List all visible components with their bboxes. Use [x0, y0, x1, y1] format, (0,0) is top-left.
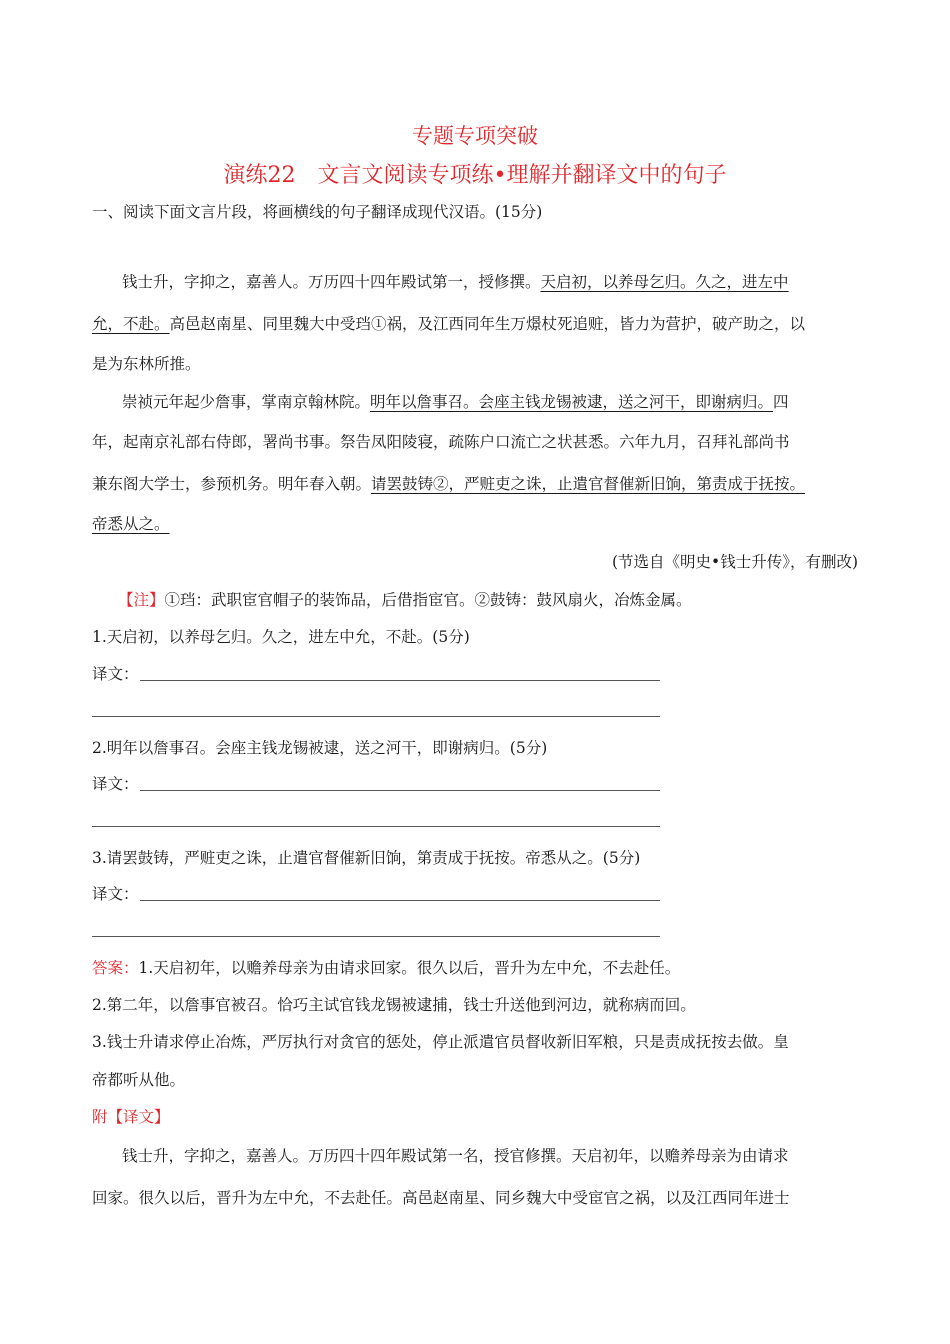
passage-p2-line4 [92, 512, 170, 534]
passage-text: 崇祯元年起少詹事，掌南京翰林院。 [122, 393, 371, 411]
passage-source: (节选自《明史•钱士升传》，有删改) [612, 553, 858, 571]
appendix-label: 【译文】 [107, 1108, 170, 1126]
appendix-line2: 回家。很久以后，晋升为左中允，不去赴任。高邑赵南星、同乡魏大中受宦官之祸，以及江西同年进士 [92, 1189, 790, 1207]
answer-3-line1: 3.钱士升请求停止冶炼，严厉执行对贪官的惩处，停止派遣官员督收新旧军粮，只是责成抚按去做。皇 [92, 1033, 789, 1051]
underlined-sentence-3: 请罢鼓铸②，严赃吏之诛，止遣官督催新旧饷，第责成于抚按。 [371, 475, 806, 493]
passage-p1-line1 [122, 270, 789, 292]
passage-p2-line2: 年，起南京礼部右侍郎，署尚书事。祭告凤阳陵寝，疏陈户口流亡之状甚悉。六年九月，召拜礼部尚书 [92, 433, 790, 451]
answer-line[interactable] [92, 716, 660, 717]
appendix-line1: 钱士升，字抑之，嘉善人。万历四十四年殿试第一名，授官修撰。天启初年，以赡养母亲为由请求 [122, 1147, 789, 1165]
section-instruction: 一、阅读下面文言片段，将画横线的句子翻译成现代汉语。(15分) [92, 203, 543, 221]
appendix-heading [92, 1105, 170, 1127]
passage-text: 高邑赵南星、同里魏大中受珰①祸，及江西同年生万燝杖死追赃，皆力为营护，破产助之，以 [169, 315, 806, 333]
passage-p2-line3 [92, 472, 805, 494]
question-2: 2.明年以詹事召。会座主钱龙锡被逮，送之河干，即谢病归。(5分) [92, 739, 548, 757]
page-title: 专题专项突破 [412, 124, 538, 148]
passage-p1-line2 [92, 312, 805, 334]
answer-2: 2.第二年，以詹事官被召。恰巧主试官钱龙锡被逮捕，钱士升送他到河边，就称病而回。 [92, 996, 696, 1014]
answer-line[interactable] [140, 680, 660, 681]
answer-line[interactable] [140, 790, 660, 791]
passage-text: 兼东阁大学士，参预机务。明年春入朝。 [92, 475, 372, 493]
note-label: 【注】 [118, 591, 165, 609]
underlined-sentence-1-end: 允，不赴。 [92, 315, 170, 333]
answer-line[interactable] [140, 900, 660, 901]
underlined-sentence-1: 天启初，以养母乞归。久之，进左中 [540, 273, 789, 291]
answer-label-2: 译文： [92, 775, 139, 793]
passage-text: 钱士升，字抑之，嘉善人。万历四十四年殿试第一，授修撰。 [122, 273, 541, 291]
appendix-prefix: 附 [92, 1108, 108, 1126]
question-3: 3.请罢鼓铸，严赃吏之诛，止遣官督催新旧饷，第责成于抚按。帝悉从之。(5分) [92, 849, 641, 867]
passage-text: 四 [773, 393, 789, 411]
answer-label-3: 译文： [92, 885, 139, 903]
question-1: 1.天启初，以养母乞归。久之，进左中允，不赴。(5分) [92, 628, 470, 646]
answer-line[interactable] [92, 826, 660, 827]
page-subtitle: 演练22 文言文阅读专项练•理解并翻译文中的句子 [223, 163, 727, 188]
answer-3-line2: 帝都听从他。 [92, 1071, 186, 1089]
underlined-sentence-3-end: 帝悉从之。 [92, 515, 170, 533]
passage-p1-line3: 是为东林所推。 [92, 355, 201, 373]
note [118, 588, 692, 610]
answer-line[interactable] [92, 936, 660, 937]
underlined-sentence-2: 明年以詹事召。会座主钱龙锡被逮，送之河干，即谢病归。 [370, 393, 774, 411]
passage-p2-line1 [122, 390, 789, 412]
answer-text: 1.天启初年，以赡养母亲为由请求回家。很久以后，晋升为左中允，不去赴任。 [138, 959, 681, 977]
answer-1 [92, 956, 680, 978]
answer-label-1: 译文： [92, 665, 139, 683]
note-text: ①珰：武职宦官帽子的装饰品，后借指宦官。②鼓铸：鼓风扇火，冶炼金属。 [164, 591, 692, 609]
answers-label: 答案： [92, 959, 139, 977]
